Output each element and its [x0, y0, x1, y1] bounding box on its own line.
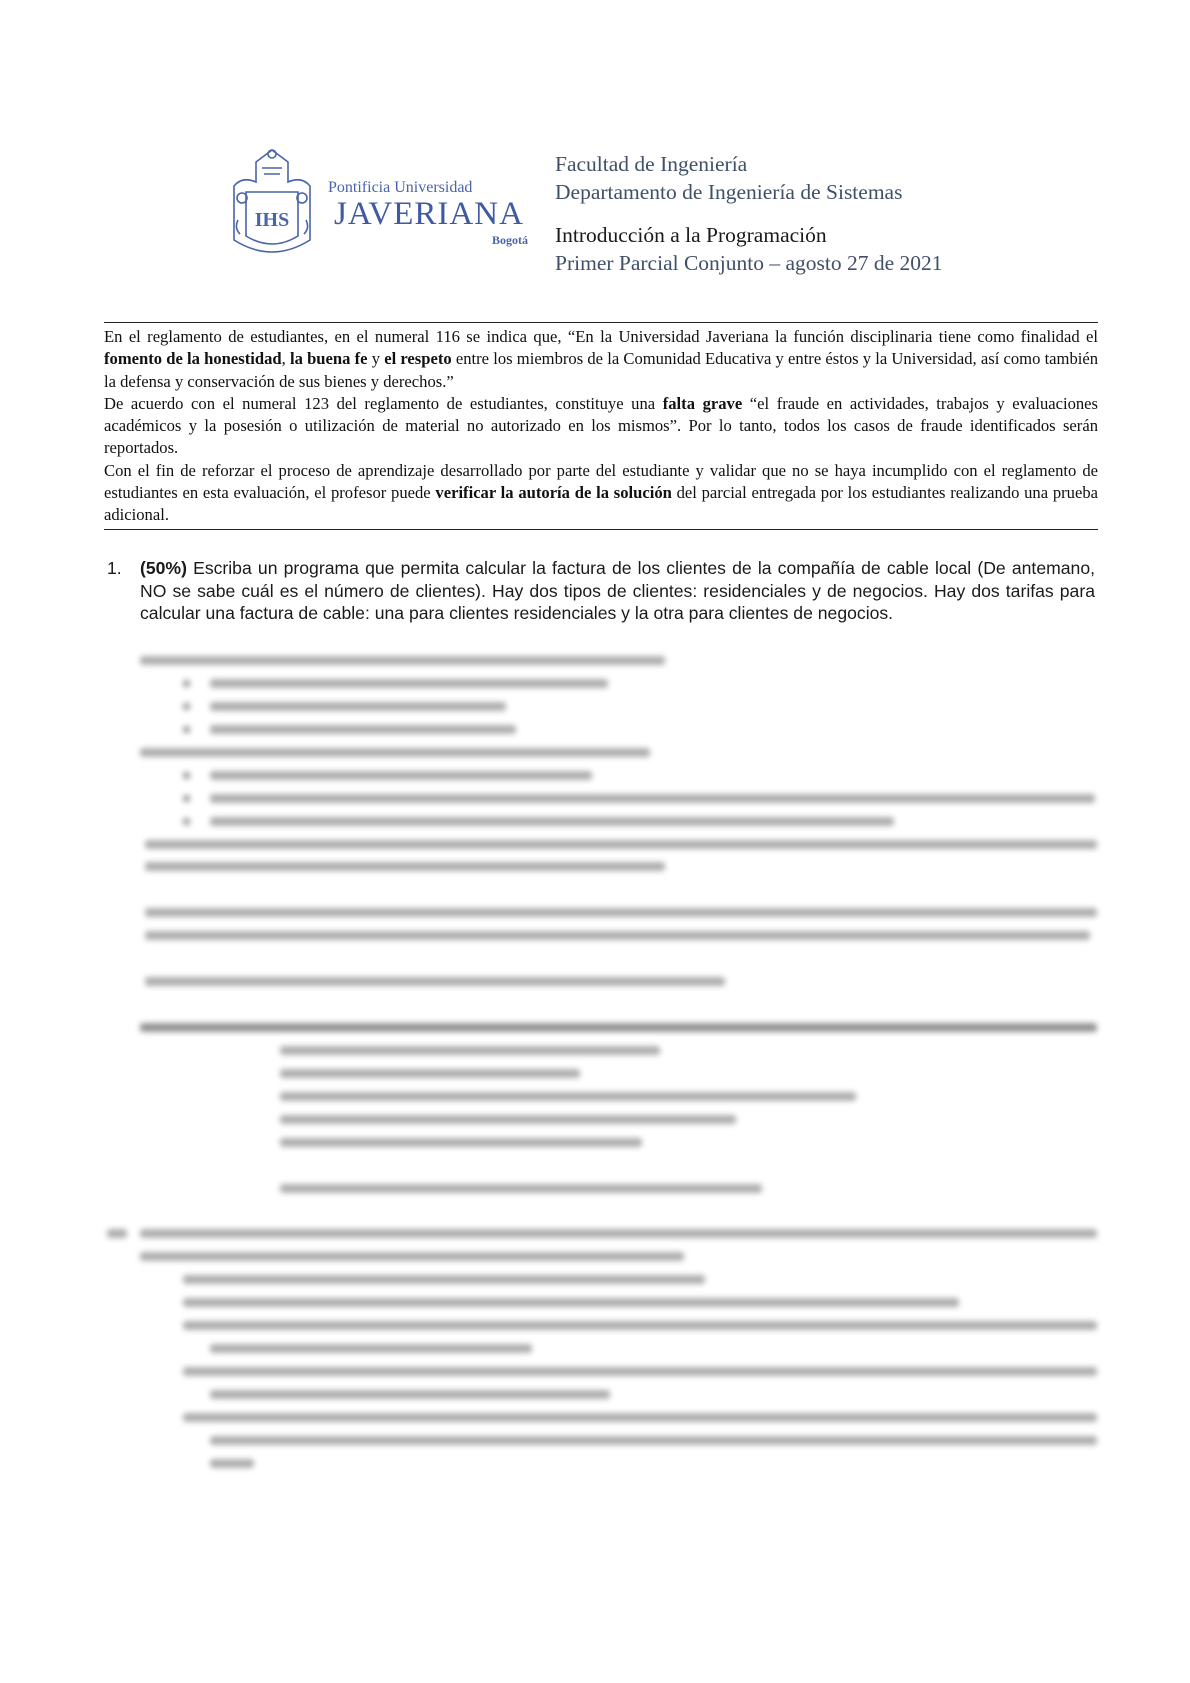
course-name: Introducción a la Programación	[555, 223, 827, 247]
logo-line3: Bogotá	[492, 233, 528, 247]
department-name: Departamento de Ingeniería de Sistemas	[555, 180, 903, 204]
logo-monogram: IHS	[254, 209, 290, 231]
exam-title: Primer Parcial Conjunto – agosto 27 de 2021	[555, 251, 943, 275]
faculty-name: Facultad de Ingeniería	[555, 152, 748, 176]
integrity-notice	[104, 322, 1098, 530]
question-1-number: 1.	[107, 558, 122, 578]
notice-paragraph-1: En el reglamento de estudiantes, en el numeral 116 se indica que, “En la Universidad Javeriana la función disciplinaria tiene como finalidad el fomento de la honestidad, la buena fe y el respeto entre los miembros de la Comunidad Educativa y entre éstos y la Universidad, así como también la defensa y conservación de sus bienes y derechos.”	[104, 327, 1099, 391]
logo-line1: Pontificia Universidad	[328, 179, 473, 196]
logo-line2: JAVERIANA	[334, 196, 524, 232]
notice-paragraph-3: Con el fin de reforzar el proceso de aprendizaje desarrollado por parte del estudiante y validar que no se haya incumplido con el reglamento de estudiantes en esta evaluación, el profesor puede verificar la autoría de la solución del parcial entregada por los estudiantes realizando una prueba adicional.	[104, 460, 1098, 525]
notice-paragraph-2: De acuerdo con el numeral 123 del reglamento de estudiantes, constituye una falta grave “el fraude en actividades, trabajos y evaluaciones académicos y la posesión o utilización de material no autorizado en los mismos”. Por lo tanto, todos los casos de fraude identificados serán reportados.	[104, 393, 1098, 458]
question-1-text: (50%) Escriba un programa que permita calcular la factura de los clientes de la compañía de cable local (De antemano, NO se sabe cuál es el número de clientes). Hay dos tipos de clientes: residenciales y de negocios. Hay dos tarifas para calcular una factura de cable: una para clientes residenciales y la otra para clientes de negocios.	[140, 558, 1095, 623]
university-logo	[228, 140, 536, 260]
